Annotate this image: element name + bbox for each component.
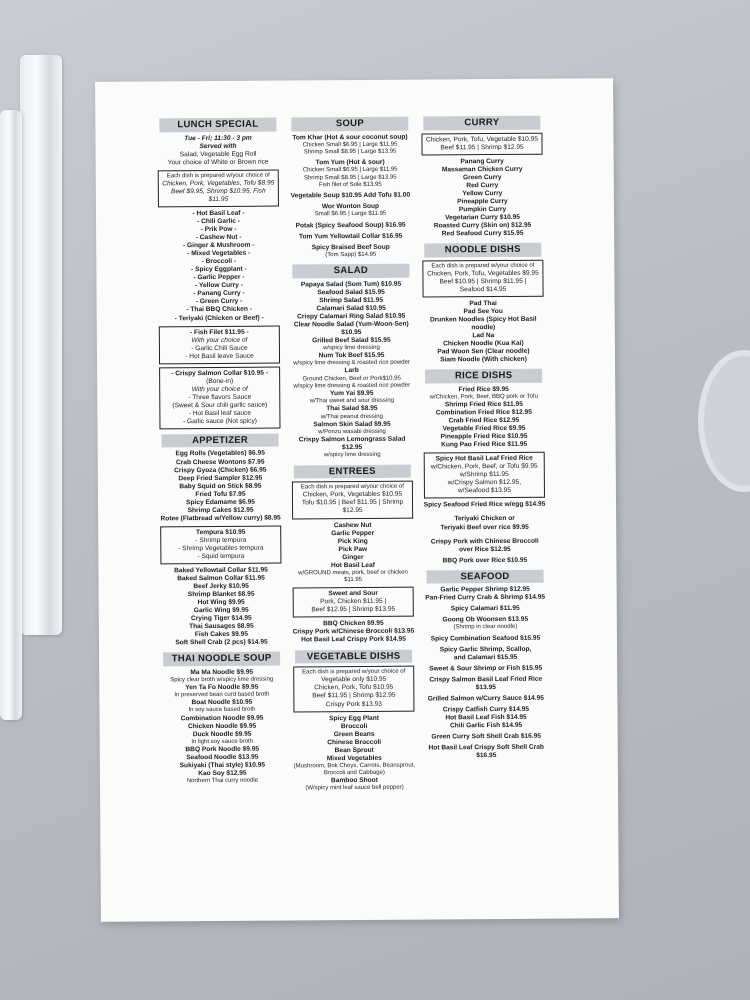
menu-item: Thai Sausages $8.95 bbox=[189, 622, 254, 631]
rice-choice: Your choice of White or Brown rice bbox=[167, 158, 269, 166]
section-header-thai-noodle-soup: THAI NOODLE SOUP bbox=[163, 652, 280, 666]
menu-item: Combination Fried Rice $12.95 bbox=[435, 408, 532, 417]
menu-item: Hot Basil Leaf Crispy Pork $14.95 bbox=[301, 636, 406, 644]
box-line: Chicken, Pork, Tofu, Vegetable $10.95 bbox=[425, 135, 539, 144]
list-item: - Hot Basil Leaf - bbox=[192, 209, 245, 218]
menu-item: Duck Noodle $9.95 bbox=[192, 730, 252, 739]
menu-item: Ma Ma Noodle $9.95 bbox=[190, 668, 254, 676]
list-item: - Spicy Eggplant - bbox=[191, 266, 247, 274]
section-header-curry: CURRY bbox=[423, 116, 540, 130]
item-description: w/spicy lime dressing & roasted rice powder bbox=[293, 382, 411, 390]
box-line: w/Crispy Salmon $12.95, bbox=[447, 479, 522, 487]
fish-filet-title: - Fish Filet $11.95 - bbox=[189, 328, 249, 336]
menu-item: Chili Garlic Fish $14.95 bbox=[449, 721, 523, 730]
tempura-box bbox=[160, 525, 281, 564]
menu-item: Hot Basil Leaf Fish $14.95 bbox=[445, 713, 527, 722]
saucer-edge bbox=[698, 350, 750, 492]
box-note: Each dish is prepared w/your choice of bbox=[300, 483, 404, 491]
menu-item: Combination Noodle $9.95 bbox=[180, 714, 264, 723]
menu-item: Pan-Fried Curry Crab & Shrimp $14.95 bbox=[425, 593, 546, 602]
menu-item: Boat Noodle $10.95 bbox=[191, 699, 253, 707]
menu-item: Sukiyaki (Thai style) $10.95 bbox=[179, 761, 266, 770]
menu-item: Papaya Salad (Som Tum) $10.95 bbox=[300, 280, 402, 288]
menu-item: over Rice $12.95 bbox=[458, 545, 511, 553]
menu-item: Spicy Calamari $11.95 bbox=[450, 605, 520, 613]
list-item: - Teriyaki (Chicken or Beef) - bbox=[174, 314, 264, 322]
option: - Shrimp tempura bbox=[195, 536, 247, 544]
menu-item: Pad See You bbox=[463, 307, 503, 316]
menu-item: Pineapple Curry bbox=[457, 197, 508, 206]
item-description: Small $6.95 | Large $11.95 bbox=[314, 211, 387, 218]
menu-item: Fish Cakes $9.95 bbox=[194, 630, 249, 639]
menu-item: Salmon Skin Salad $9.95 bbox=[313, 420, 391, 429]
item-description: In soy sauce based broth bbox=[188, 707, 256, 714]
menu-item: Beef Jerky $10.95 bbox=[193, 582, 249, 591]
section-header-soup: SOUP bbox=[291, 117, 408, 131]
box-line: Beef $12.95 | Shrimp $13.95 bbox=[311, 606, 396, 614]
menu-item: Garlic Wing $9.95 bbox=[193, 606, 249, 615]
menu-item: Broccoli bbox=[340, 722, 368, 730]
option: (Sweet & Sour chili garlic sauce) bbox=[172, 401, 268, 410]
item-description: w/GROUND meats, pork, beef or chicken bbox=[298, 569, 408, 577]
list-item: - Chili Garlic - bbox=[197, 217, 241, 226]
section-header-entrees: ENTREES bbox=[294, 464, 411, 478]
menu-item: Vegetable Soup $10.95 Add Tofu $1.00 bbox=[290, 191, 411, 200]
item-description: (Mushroom, Bok Choys, Carrots, Beansprout, Broccoli and Cabbage) bbox=[293, 762, 416, 777]
menu-item: Crispy Pork w/Chinese Broccoli $13.95 bbox=[292, 628, 415, 636]
menu-item: Shrimp Cakes $12.95 bbox=[187, 506, 254, 514]
menu-item: Pad Woon Sen (Clear noodle) bbox=[437, 347, 530, 356]
menu-item: BBQ Pork over Rice $10.95 bbox=[442, 556, 528, 565]
menu-item: Garlic Pepper bbox=[331, 529, 375, 537]
item-description: Chicken Small $6.95 | Large $11.95 bbox=[302, 141, 398, 148]
menu-item: and Calamari $15.95 bbox=[453, 653, 518, 662]
box-line: Beef $10.95 | Shrimp $11.95 | bbox=[439, 277, 527, 286]
menu-item: Baked Yellowtail Collar $11.95 bbox=[174, 566, 268, 575]
menu-item: Green Curry bbox=[462, 173, 502, 181]
sweet-sour-title: Sweet and Sour bbox=[328, 590, 378, 598]
menu-item: $16.95 bbox=[476, 752, 497, 760]
item-description: $11.95 bbox=[344, 576, 363, 584]
menu-item: Crab Fried Rice $12.95 bbox=[448, 417, 520, 425]
section-header-vegetable-dishs: VEGETABLE DISHS bbox=[295, 649, 412, 663]
item-description: In light soy sauce broth bbox=[191, 738, 254, 746]
item-description: Fish filet of Sole $13.95 bbox=[318, 181, 382, 189]
menu-item: Green Curry Soft Shell Crab $16.95 bbox=[431, 732, 541, 741]
item-description: (Shrimp in clear noodle) bbox=[453, 624, 518, 631]
menu-item: Fried Rice $9.95 bbox=[458, 385, 509, 394]
box-line: w/Seafood $13.95 bbox=[457, 487, 512, 495]
box-note: Each dish is prepared w/your choice of bbox=[166, 172, 270, 180]
item-description: (Tom Sapp) $14.95 bbox=[325, 251, 377, 258]
menu-item: Pick King bbox=[337, 537, 368, 545]
menu-item: Hot Wing $9.95 bbox=[197, 598, 245, 607]
menu-item: Spicy Edamame $6.95 bbox=[186, 498, 255, 506]
box-line: w/Chicken, Pork, Beef, or Tofu $9.95 bbox=[430, 463, 538, 471]
section-header-lunch-special: LUNCH SPECIAL bbox=[159, 118, 276, 132]
served-items: Salad, Vegetable Egg Roll bbox=[179, 150, 257, 158]
box-line: Chicken, Pork, Tofu $10.95 bbox=[314, 684, 394, 692]
menu-item: Fried Tofu $7.95 bbox=[195, 490, 246, 498]
menu-item: Spicy Garlic Shrimp, Scallop, bbox=[439, 645, 532, 654]
menu-item: Yen Ta Fo Noodle $9.95 bbox=[185, 683, 259, 692]
menu-item: Siam Noodle (With chicken) bbox=[440, 355, 527, 364]
menu-item: Spicy Combination Seafood $15.95 bbox=[430, 634, 541, 643]
menu-item: Spicy Seafood Fried Rice w/egg $14.95 bbox=[423, 501, 546, 509]
box-note: Each dish is prepared w/your choice of bbox=[431, 262, 535, 270]
list-item: - Panang Curry - bbox=[193, 290, 245, 298]
list-item: - Thai BBQ Chicken - bbox=[186, 306, 252, 314]
basil-fried-rice-title: Spicy Hot Basil Leaf Fried Rice bbox=[435, 455, 533, 463]
choice-note: With your choice of bbox=[191, 336, 248, 344]
menu-item: Grilled Salmon w/Curry Sauce $14.95 bbox=[427, 694, 545, 703]
curry-price-box bbox=[421, 132, 542, 155]
menu-item: Deep Fried Sampler $12.95 bbox=[178, 474, 263, 482]
menu-item: Crab Cheese Wontons $7.95 bbox=[175, 458, 265, 466]
menu-item: Crispy Salmon Lemongrass Salad $12.95 bbox=[298, 435, 406, 452]
menu-item: Spicy Egg Plant bbox=[329, 714, 379, 722]
salmon-collar-box bbox=[159, 366, 280, 429]
entrees-price-box bbox=[292, 481, 413, 519]
box-line: Crispy Pork $13.93 bbox=[325, 700, 382, 708]
section-header-salad: SALAD bbox=[292, 264, 409, 278]
drinking-straw bbox=[0, 110, 22, 720]
menu-item: Garlic Pepper Shrimp $12.95 bbox=[440, 586, 530, 594]
box-line: Seafood $14.95 bbox=[459, 285, 507, 294]
list-item: - Broccoli - bbox=[201, 258, 237, 266]
menu-item: Egg Rolls (Vegetables) $6.95 bbox=[175, 450, 265, 458]
item-description: In preserved bean curd based broth bbox=[174, 691, 270, 699]
menu-item: Tom Yum Yellowtail Collar $16.95 bbox=[298, 232, 403, 241]
menu-item: Yum Yai $9.95 bbox=[329, 390, 374, 398]
fish-filet-box bbox=[159, 325, 280, 364]
list-item: - Mixed Vegetables - bbox=[187, 250, 251, 258]
lunch-items bbox=[156, 210, 282, 323]
menu-item: Kao Soy $12.95 bbox=[198, 770, 247, 778]
box-note: Each dish is prepared w/your choice of bbox=[302, 668, 406, 676]
menu-item: Ginger bbox=[342, 553, 364, 561]
item-description: w/spicy lime dressing bbox=[323, 452, 381, 459]
menu-item: Chinese Broccoli bbox=[327, 738, 382, 746]
menu-item: Sweet & Sour Shrimp or Fish $15.95 bbox=[429, 664, 543, 673]
option: - Shrimp Vegetables tempura bbox=[178, 544, 264, 553]
lunch-hours: Tue - Fri; 11:30 - 3 pm bbox=[184, 134, 252, 142]
menu-item: Chicken Noodle (Kua Kai) bbox=[443, 339, 524, 348]
menu-column-left bbox=[155, 113, 285, 786]
menu-item: Teriyaki Chicken or bbox=[454, 515, 515, 523]
menu-item: Soft Shell Crab (2 pcs) $14.95 bbox=[175, 638, 268, 647]
tempura-title: Tempura $10.95 bbox=[196, 528, 246, 536]
list-item: - Yellow Curry - bbox=[195, 282, 243, 290]
menu-item: Bamboo Shoot bbox=[330, 777, 378, 785]
menu-item: Tom Yum (Hot & sour) bbox=[315, 159, 385, 167]
box-line: Beef $11.95 | Shrimp $12.95 bbox=[440, 143, 524, 152]
item-description: w/Ponzu wasabi dressing bbox=[318, 428, 386, 436]
menu-item: BBQ Pork Noodle $9.95 bbox=[185, 745, 260, 754]
option: - Squid tempura bbox=[197, 552, 245, 560]
menu-item: Crying Tiger $14.95 bbox=[190, 614, 252, 623]
vegetable-price-box bbox=[293, 666, 414, 712]
menu-item: Num Tok Beef $15.95 bbox=[318, 351, 385, 360]
item-description: (W/spicy mint leaf sauce bell pepper) bbox=[305, 785, 404, 792]
menu-item: Shrimp Salad $11.95 bbox=[319, 296, 384, 304]
option: - Garlic sauce (Not spicy) bbox=[182, 417, 257, 426]
salmon-collar-title: - Crispy Salmon Collar $10.95 - bbox=[171, 369, 269, 377]
item-description: Northern Thai curry noodle bbox=[186, 778, 259, 785]
menu-item: Pick Paw bbox=[338, 545, 368, 553]
choice-note: With your choice of bbox=[191, 385, 248, 393]
item-description: Spicy clear broth w/spicy lime dressing bbox=[170, 676, 274, 684]
menu-sheet bbox=[95, 78, 619, 922]
item-description: Ground Chicken, Beef or Pork$10.95 bbox=[302, 375, 401, 382]
menu-item: Crispy Salmon Basil Leaf Fried Rice bbox=[429, 675, 543, 684]
menu-item: Roasted Curry (Skin on) $12.95 bbox=[433, 221, 532, 230]
menu-item: Vegetable Fried Rice $9.95 bbox=[442, 425, 526, 433]
menu-column-middle bbox=[287, 112, 417, 794]
item-description: Chicken Small $6.95 | Large $11.95 bbox=[302, 166, 398, 174]
menu-item: Potak (Spicy Seafood Soup) $16.95 bbox=[295, 221, 406, 229]
option: - Hot Basil leaf sauce bbox=[188, 409, 252, 418]
menu-item: Teriyaki Beef over rice $9.95 bbox=[440, 523, 529, 531]
menu-item: Grilled Beef Salad $15.95 bbox=[312, 336, 391, 345]
menu-item: Baby Squid on Stick $8.95 bbox=[179, 482, 262, 490]
menu-item: Cashew Nut bbox=[333, 521, 372, 529]
menu-item: Thai Salad $8.95 bbox=[326, 405, 378, 413]
menu-item: Crispy Gyoza (Chicken) $6.95 bbox=[174, 466, 267, 474]
menu-item: Hot Basil Leaf bbox=[330, 561, 375, 569]
menu-item: Pad Thai bbox=[469, 299, 497, 308]
menu-item: Mixed Vegetables bbox=[326, 754, 382, 762]
menu-item: Shrimp Blanket $8.95 bbox=[187, 590, 255, 599]
menu-item: Pineapple Fried Rice $10.95 bbox=[440, 433, 528, 441]
menu-item: Larb bbox=[344, 367, 359, 375]
menu-item: Yellow Curry bbox=[462, 189, 503, 198]
menu-item: Crispy Catfish Curry $14.95 bbox=[442, 705, 530, 714]
box-line: Beef $9.95, Shrimp $10.95, Fish $11.95 bbox=[171, 187, 266, 204]
box-line: Chicken, Pork, Vegetables, Tofu $8.95 bbox=[162, 179, 275, 188]
list-item: - Ginger & Mushroom - bbox=[182, 241, 255, 250]
item-description: Shrimp Small $8.95 | Large $13.95 bbox=[303, 174, 397, 181]
menu-item: Hot Basil Leaf Crispy Soft Shell Crab bbox=[428, 743, 544, 752]
box-line: Pork, Chicken $11.95 | bbox=[320, 598, 387, 606]
menu-item: $13.95 bbox=[475, 683, 496, 691]
list-item: - Green Curry - bbox=[195, 298, 243, 306]
section-header-noodle-dishs: NOODLE DISHS bbox=[424, 243, 541, 257]
box-line: w/Shrimp $11.95 bbox=[459, 471, 509, 479]
item-description: w/Chicken, Pork, Beef, BBQ pork or Tofu bbox=[429, 393, 538, 401]
item-description: w/Thai sweet and sour dressing bbox=[309, 397, 395, 405]
box-line: Beef $11.95 | Shrimp $12.95 bbox=[312, 692, 396, 700]
option: - Three flavors Sauce bbox=[188, 393, 252, 401]
section-header-appetizer: APPETIZER bbox=[162, 433, 279, 447]
item-description: w/spicy lime dressing bbox=[323, 344, 380, 352]
basil-fried-rice-box bbox=[424, 452, 545, 499]
section-header-rice-dishs: RICE DISHS bbox=[425, 369, 542, 383]
box-line: Tofu $10.95 | Beef $11.95 | Shrimp $12.95 bbox=[301, 499, 404, 515]
menu-item: Red Curry bbox=[466, 181, 499, 189]
option: - Hot Basil leave Sauce bbox=[185, 352, 254, 360]
menu-item: BBQ Chicken $9.95 bbox=[323, 620, 384, 628]
menu-item: Calamari Salad $10.95 bbox=[316, 304, 386, 312]
menu-item: Chicken Noodle $9.95 bbox=[187, 722, 257, 731]
menu-item: Tom Khar (Hot & sour coconut soup) bbox=[292, 133, 408, 142]
menu-item: Wor Wonton Soup bbox=[321, 203, 380, 211]
menu-item: Vegetarian Curry $10.95 bbox=[445, 213, 520, 222]
list-item: - Cashew Nut - bbox=[195, 234, 242, 242]
list-item: - Prik Pow - bbox=[200, 226, 237, 234]
menu-item: Crispy Calamari Ring Salad $10.95 bbox=[297, 312, 406, 321]
menu-item: Goong Ob Woonsen $13.95 bbox=[442, 616, 529, 624]
box-line: Chicken, Pork, Tofu, Vegetables $9.95 bbox=[427, 269, 539, 278]
menu-item: Seafood Salad $15.95 bbox=[317, 288, 385, 296]
served-with: Served with bbox=[199, 142, 237, 150]
box-line: Chicken, Pork, Vegetables $10.95 bbox=[302, 491, 403, 499]
menu-item: Spicy Braised Beef Soup bbox=[311, 243, 390, 251]
menu-item: Red Seafood Curry $15.95 bbox=[441, 229, 524, 238]
noodle-price-box bbox=[422, 259, 543, 297]
menu-item: Panang Curry bbox=[460, 157, 504, 165]
menu-column-right bbox=[419, 111, 549, 761]
menu-item: Massaman Chicken Curry bbox=[441, 165, 523, 174]
menu-item: Lad Na bbox=[472, 332, 495, 340]
lunch-price-box bbox=[158, 169, 279, 207]
list-item: - Garlic Pepper - bbox=[193, 274, 245, 282]
menu-item: Baked Salmon Collar $11.95 bbox=[177, 574, 265, 583]
menu-item: Bean Sprout bbox=[334, 746, 374, 754]
option: - Garlic Chili Sauce bbox=[191, 344, 248, 352]
bone-note: (Bone-in) bbox=[206, 377, 234, 385]
drinking-straw bbox=[20, 55, 62, 635]
item-description: w/spicy lime dressing & roasted rice powder bbox=[293, 359, 410, 367]
sweet-sour-box bbox=[293, 587, 414, 618]
menu-item: Shrimp Fried Rice $11.95 bbox=[444, 400, 523, 409]
menu-item: Drunken Noodles (Spicy Hot Basil noodle) bbox=[429, 315, 537, 332]
menu-item: Seafood Noodle $13.95 bbox=[186, 753, 259, 762]
menu-item: Crispy Pork with Chinese Broccoli bbox=[430, 537, 539, 546]
item-description: Shrimp Small $8.95 | Large $13.95 bbox=[303, 148, 397, 156]
menu-item: Kung Pao Fried Rice $11.95 bbox=[441, 441, 528, 449]
menu-item: Green Beans bbox=[333, 730, 375, 738]
box-line: Vegetable only $10.95 bbox=[321, 676, 387, 684]
item-description: w/Thai peanut dressing bbox=[320, 413, 383, 420]
menu-item: Rotee (Flatbread w/Yellow curry) $8.95 bbox=[160, 514, 281, 523]
menu-item: Pumpkin Curry bbox=[458, 205, 507, 214]
section-header-seafood: SEAFOOD bbox=[426, 569, 543, 583]
menu-item: Clear Noodle Salad (Yum-Woon-Sen) $10.95 bbox=[293, 320, 409, 336]
